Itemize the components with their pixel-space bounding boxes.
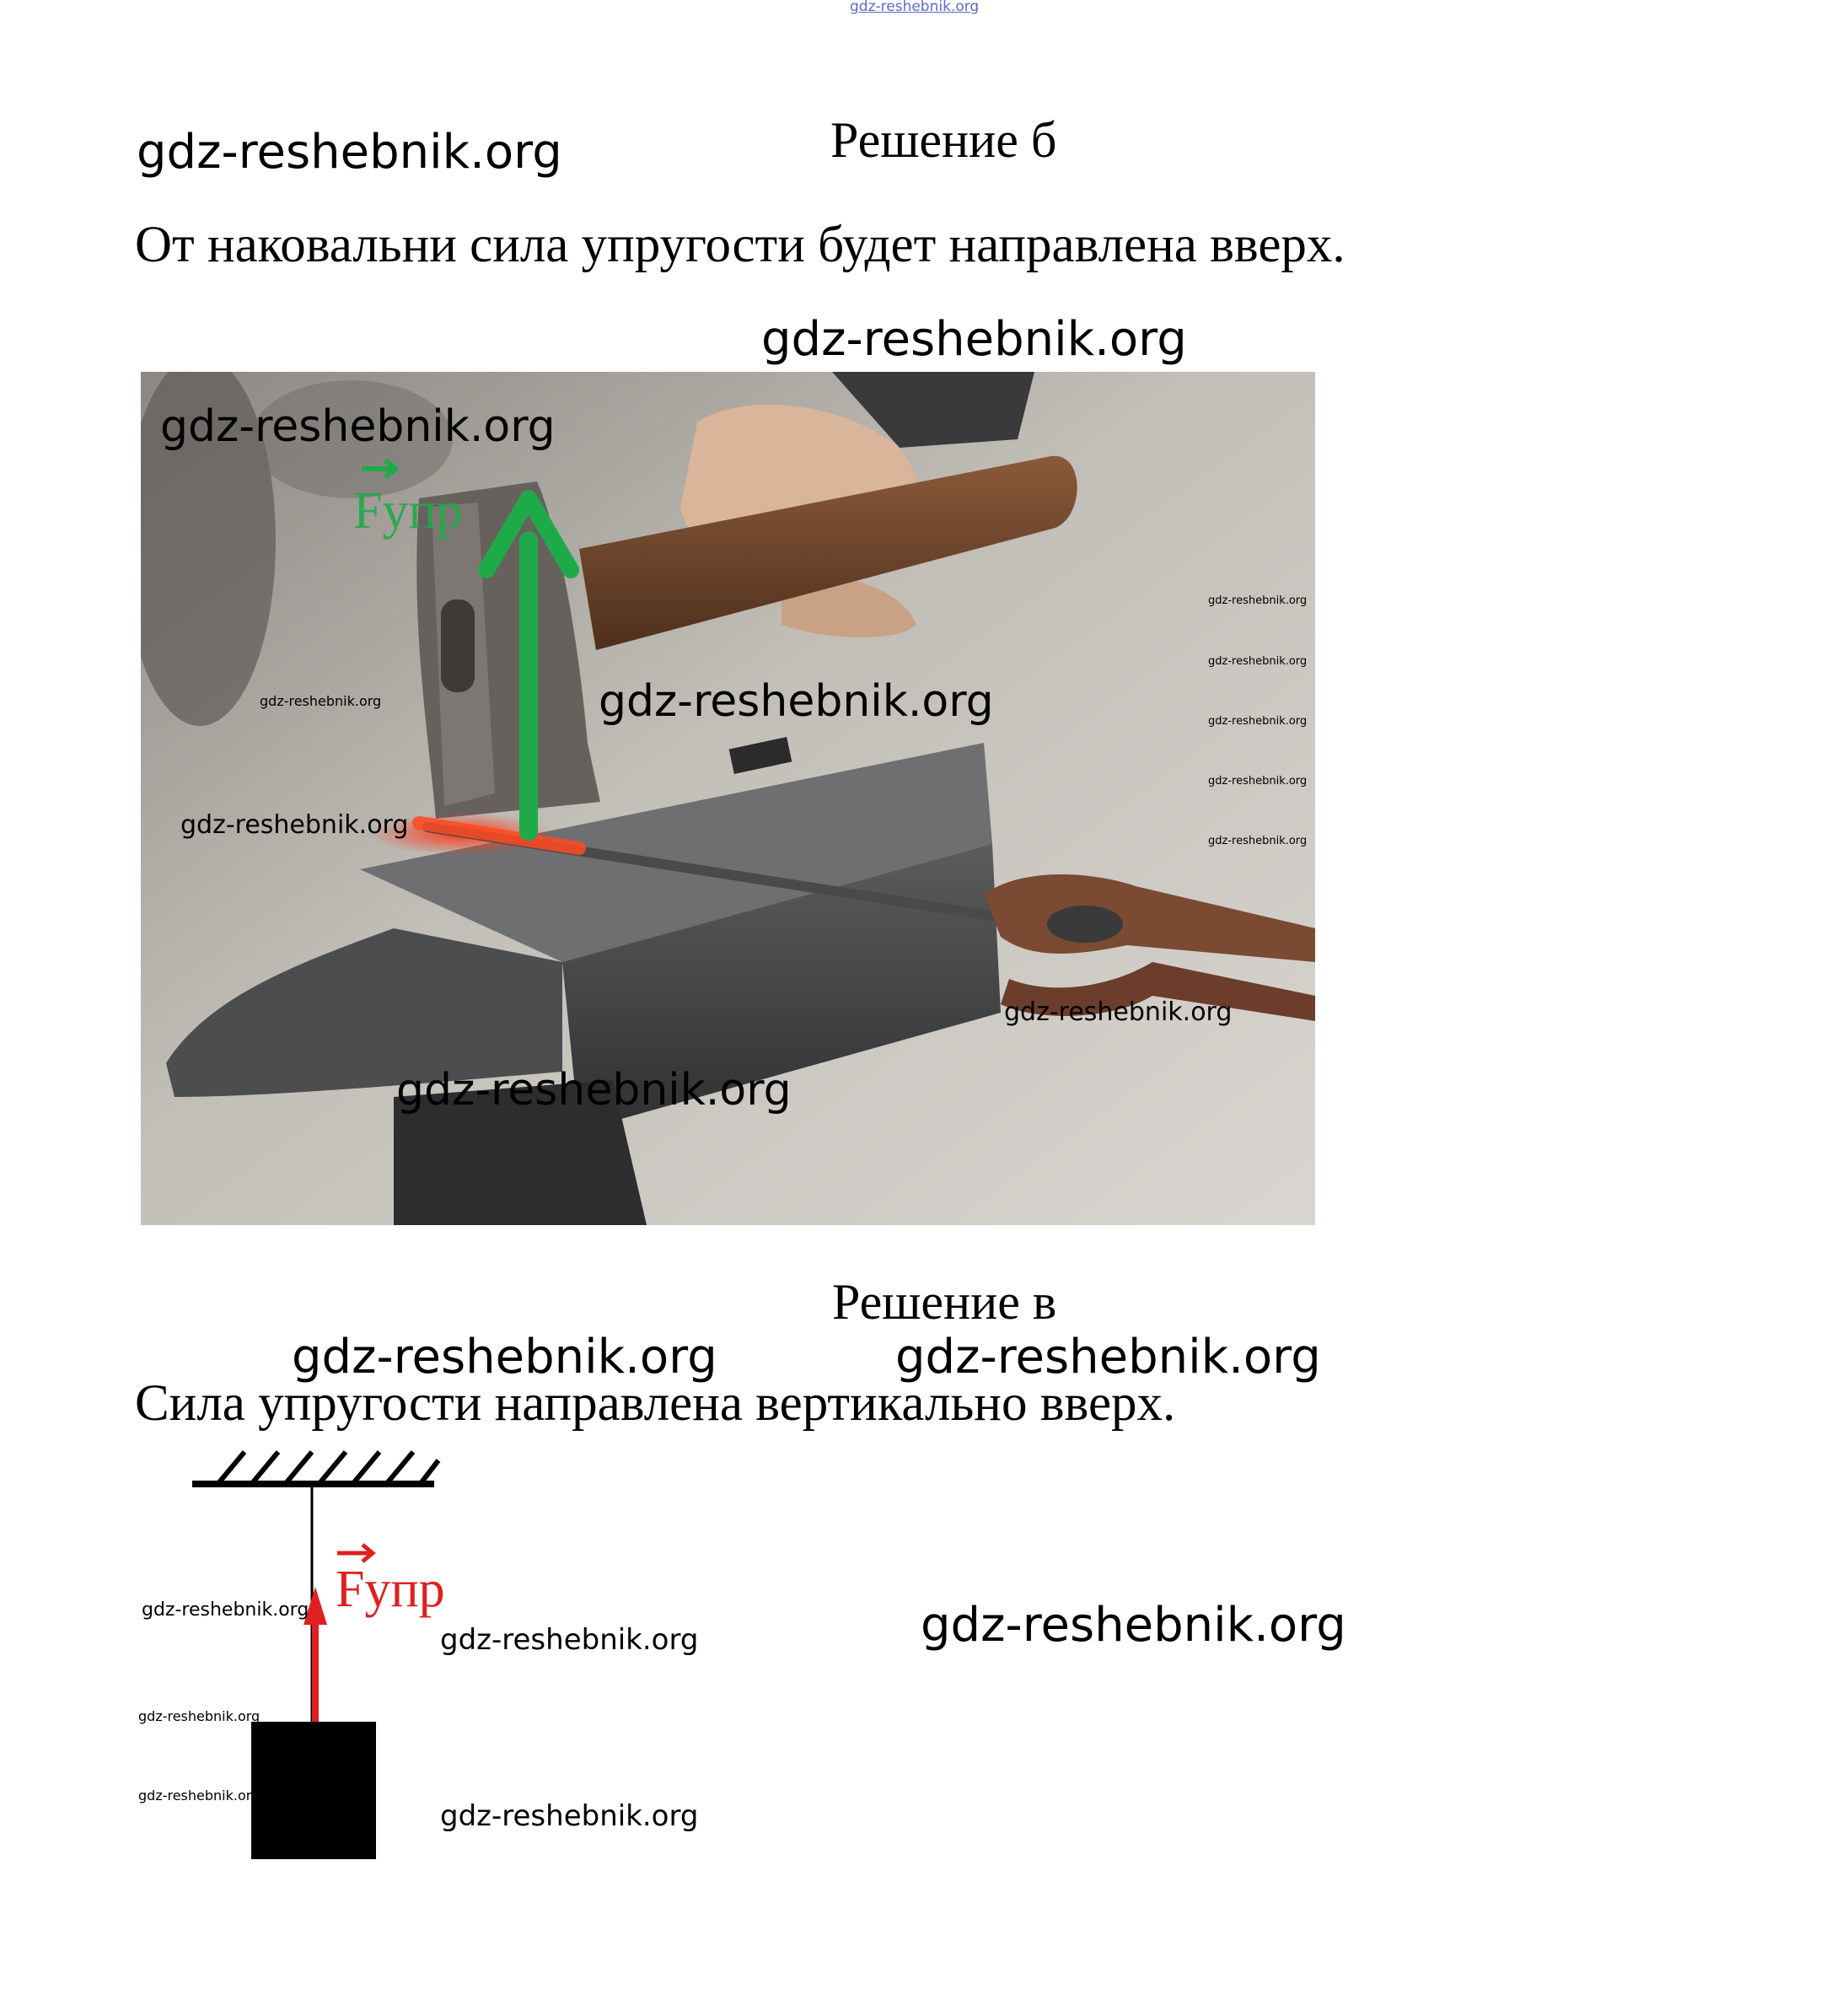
watermark: gdz-reshebnik.org xyxy=(260,693,382,709)
watermark: gdz-reshebnik.org xyxy=(137,125,562,180)
watermark: gdz-reshebnik.org xyxy=(599,676,994,727)
hanging-block-diagram xyxy=(135,1443,489,1907)
force-label: Fупр xyxy=(353,482,463,540)
anvil-photo xyxy=(141,372,1315,1225)
ceiling-hatch-icon xyxy=(192,1452,438,1484)
watermark: gdz-reshebnik.org xyxy=(292,1330,717,1384)
watermark: gdz-reshebnik.org xyxy=(138,1708,261,1724)
watermark: gdz-reshebnik.org xyxy=(180,810,409,840)
watermark: gdz-reshebnik.org xyxy=(138,1788,261,1804)
watermark: gdz-reshebnik.org xyxy=(1208,594,1308,607)
watermark: gdz-reshebnik.org xyxy=(761,312,1187,367)
watermark: gdz-reshebnik.org xyxy=(160,401,556,452)
section-b-title: Решение б xyxy=(830,112,1057,168)
watermark: gdz-reshebnik.org xyxy=(1208,775,1308,788)
watermark: gdz-reshebnik.org xyxy=(1004,997,1233,1027)
top-watermark: gdz-reshebnik.org xyxy=(850,0,980,15)
section-v-text: Сила упругости направлена вертикально вверх. xyxy=(135,1375,1176,1432)
section-v-title: Решение в xyxy=(832,1274,1057,1330)
watermark: gdz-reshebnik.org xyxy=(1208,655,1308,668)
watermark: gdz-reshebnik.org xyxy=(142,1599,309,1621)
section-b-text: От наковальни сила упругости будет направлена вверх. xyxy=(135,217,1346,273)
watermark: gdz-reshebnik.org xyxy=(1208,715,1308,728)
watermark: gdz-reshebnik.org xyxy=(440,1623,699,1657)
watermark: gdz-reshebnik.org xyxy=(895,1330,1321,1384)
watermark: gdz-reshebnik.org xyxy=(440,1799,699,1833)
block-icon xyxy=(251,1722,376,1859)
watermark: gdz-reshebnik.org xyxy=(921,1598,1346,1653)
watermark: gdz-reshebnik.org xyxy=(1208,835,1308,847)
watermark: gdz-reshebnik.org xyxy=(396,1065,792,1116)
force-label: Fупр xyxy=(336,1561,445,1618)
